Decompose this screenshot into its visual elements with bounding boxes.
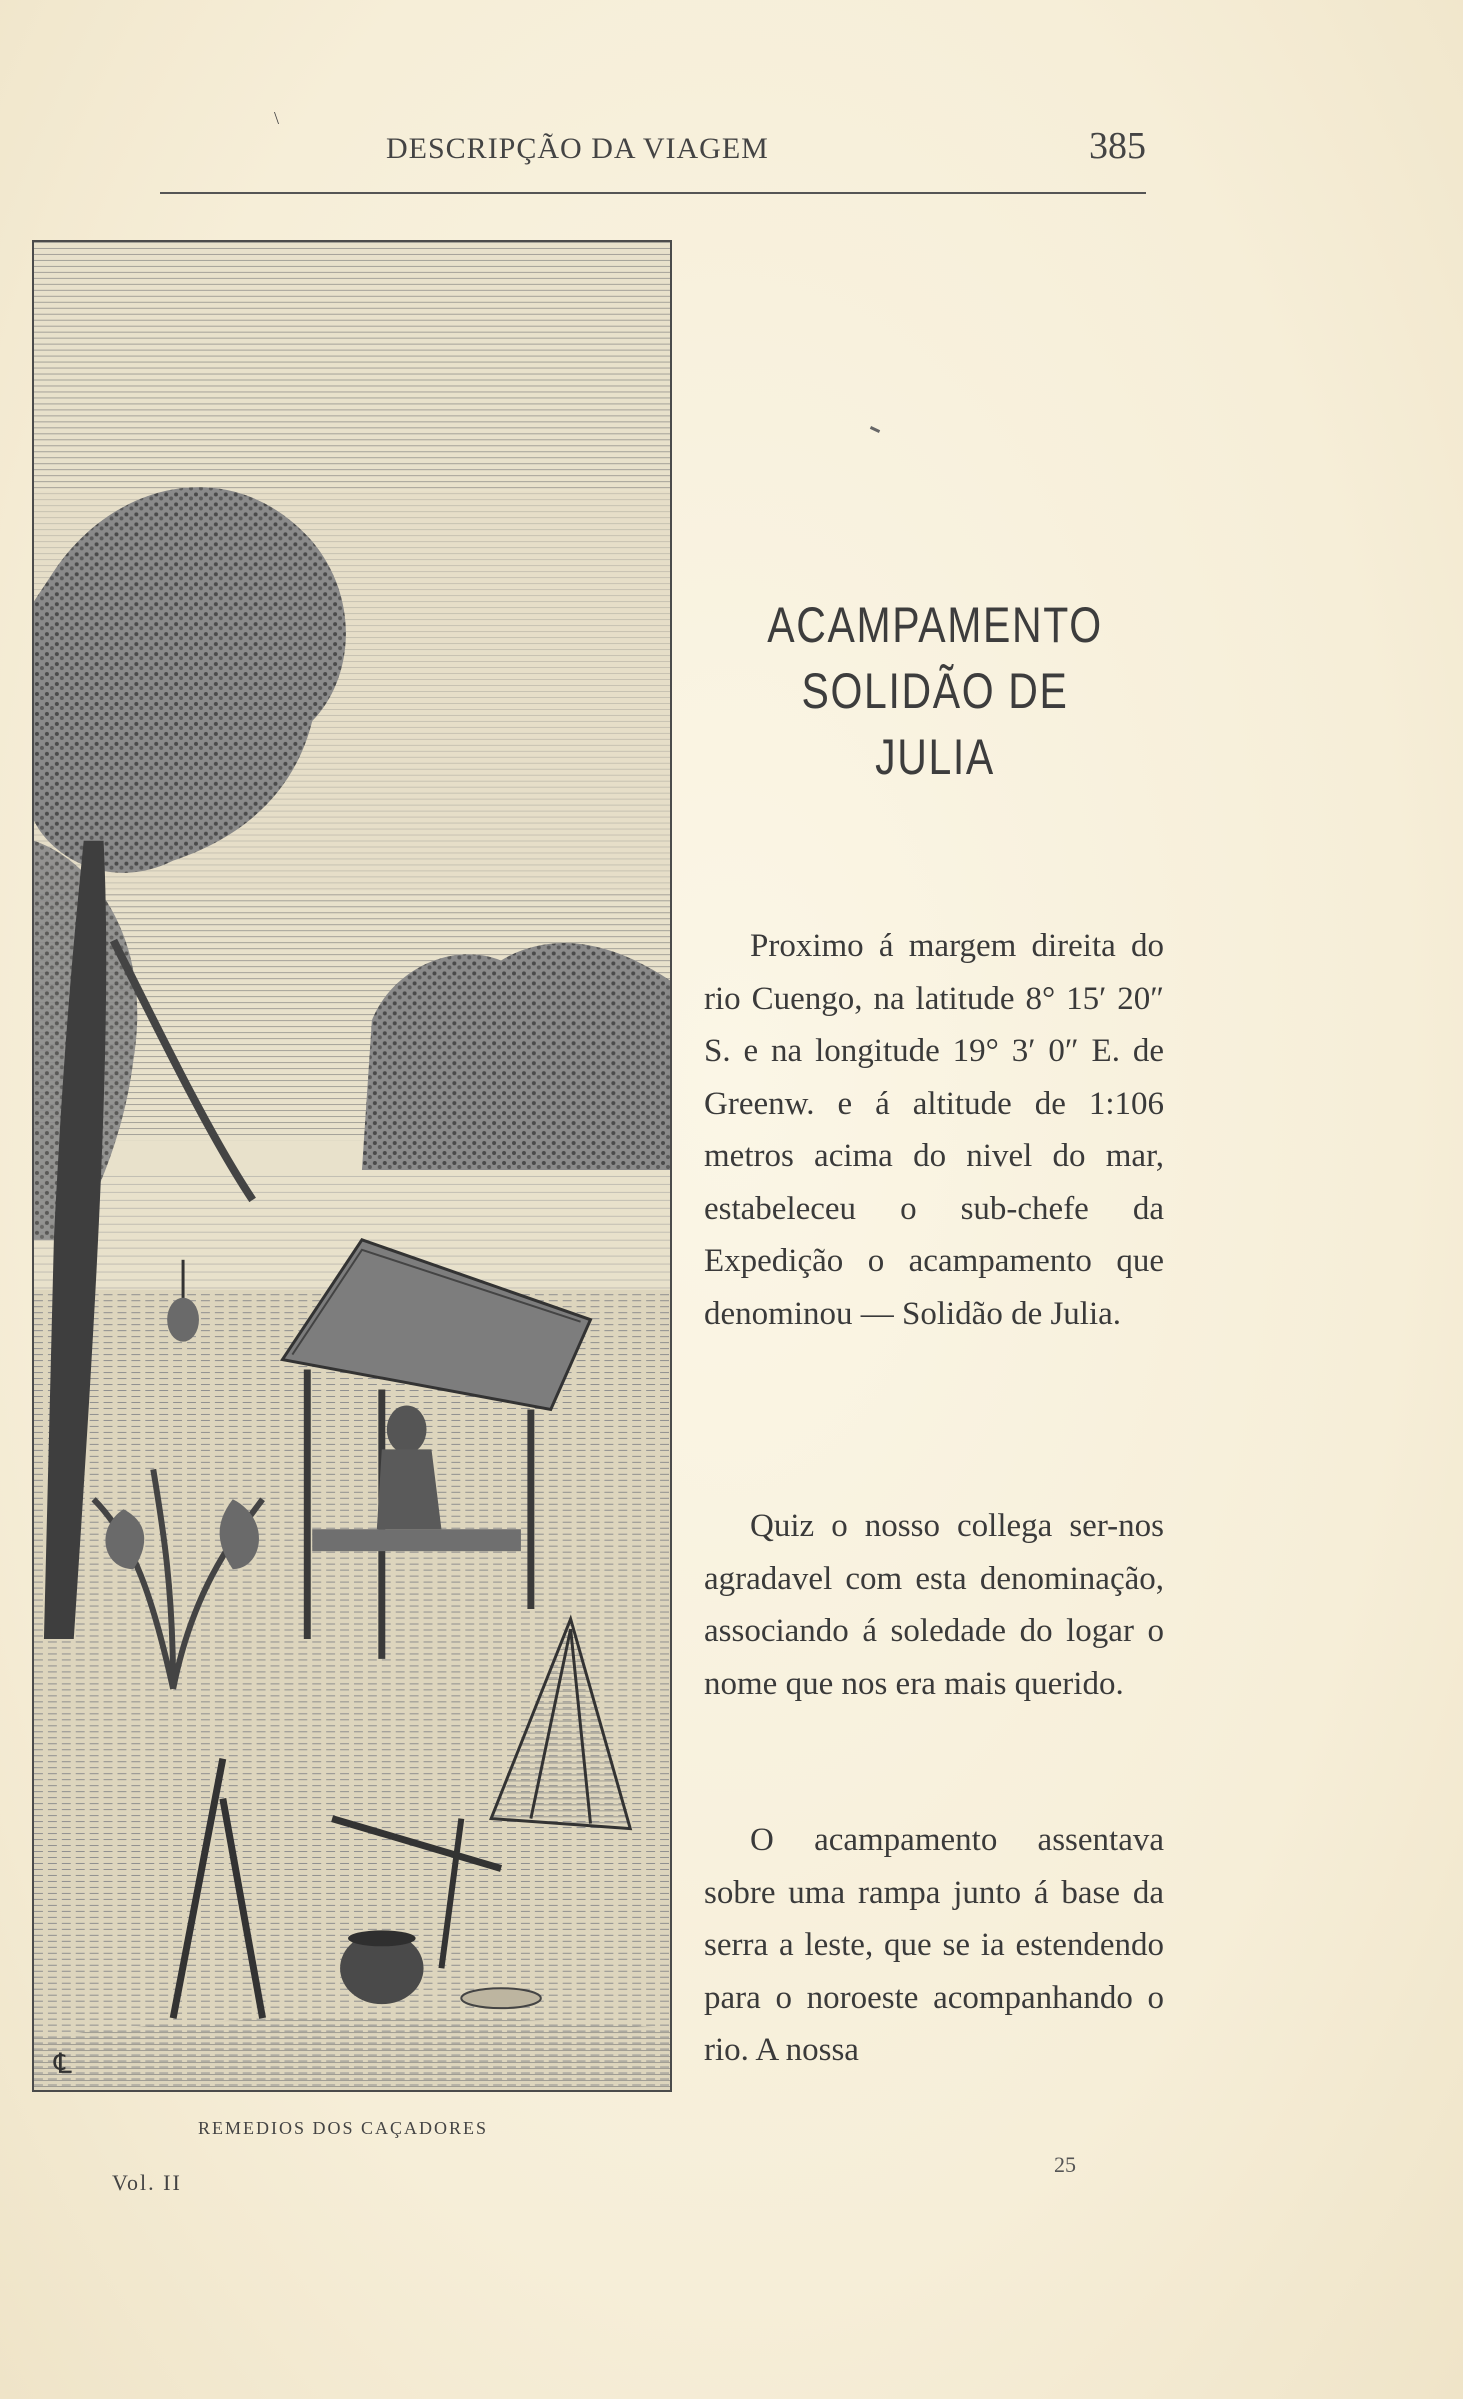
section-title (742, 592, 1127, 790)
body-paragraph-1-text: Proximo á margem direita do rio Cuengo, na latitude 8° 15′ 20″ S. e na longitude 19° 3′ 0″ E. de Greenw. e á altitude de 1:106 metros acima do nivel do mar, estabeleceu o sub-chefe da Expedição o acampamento que denominou — Solidão de Julia. (704, 928, 1164, 1332)
dish (461, 1988, 541, 2008)
seated-figure (387, 1405, 427, 1453)
body-paragraph-3 (704, 1814, 1164, 2077)
signature-mark: 25 (1054, 2152, 1076, 2177)
section-title-line1: ACAMPAMENTO (767, 597, 1103, 653)
distant-trees (362, 943, 670, 1170)
running-header-title: DESCRIPÇÃO DA VIAGEM (386, 132, 769, 165)
page-number: 385 (1089, 125, 1146, 167)
margin-mark: \ (274, 108, 280, 128)
illustration-caption: REMEDIOS DOS CAÇADORES (198, 2118, 489, 2138)
header-rule (160, 192, 1146, 194)
body-paragraph-1 (704, 920, 1164, 1340)
engraving-illustration (32, 240, 672, 2092)
hut-platform (312, 1529, 521, 1551)
engraver-mark: ℄ (53, 2048, 72, 2081)
body-paragraph-2 (704, 1500, 1164, 1710)
body-paragraph-2-text: Quiz o nosso collega ser-nos agradavel com esta denominação, associando á soledade do logar o nome que nos era mais querido. (704, 1508, 1164, 1702)
running-header (366, 124, 1146, 172)
hanging-gourd (167, 1298, 199, 1342)
engraving-drawing (34, 242, 670, 2090)
body-paragraph-3-text: O acampamento assentava sobre uma rampa junto á base da serra a leste, que se ia estendendo para o noroeste acompanhando o rio. A nossa (704, 1822, 1164, 2068)
volume-label: Vol. II (112, 2170, 182, 2195)
section-title-line2: SOLIDÃO DE JULIA (801, 663, 1069, 785)
